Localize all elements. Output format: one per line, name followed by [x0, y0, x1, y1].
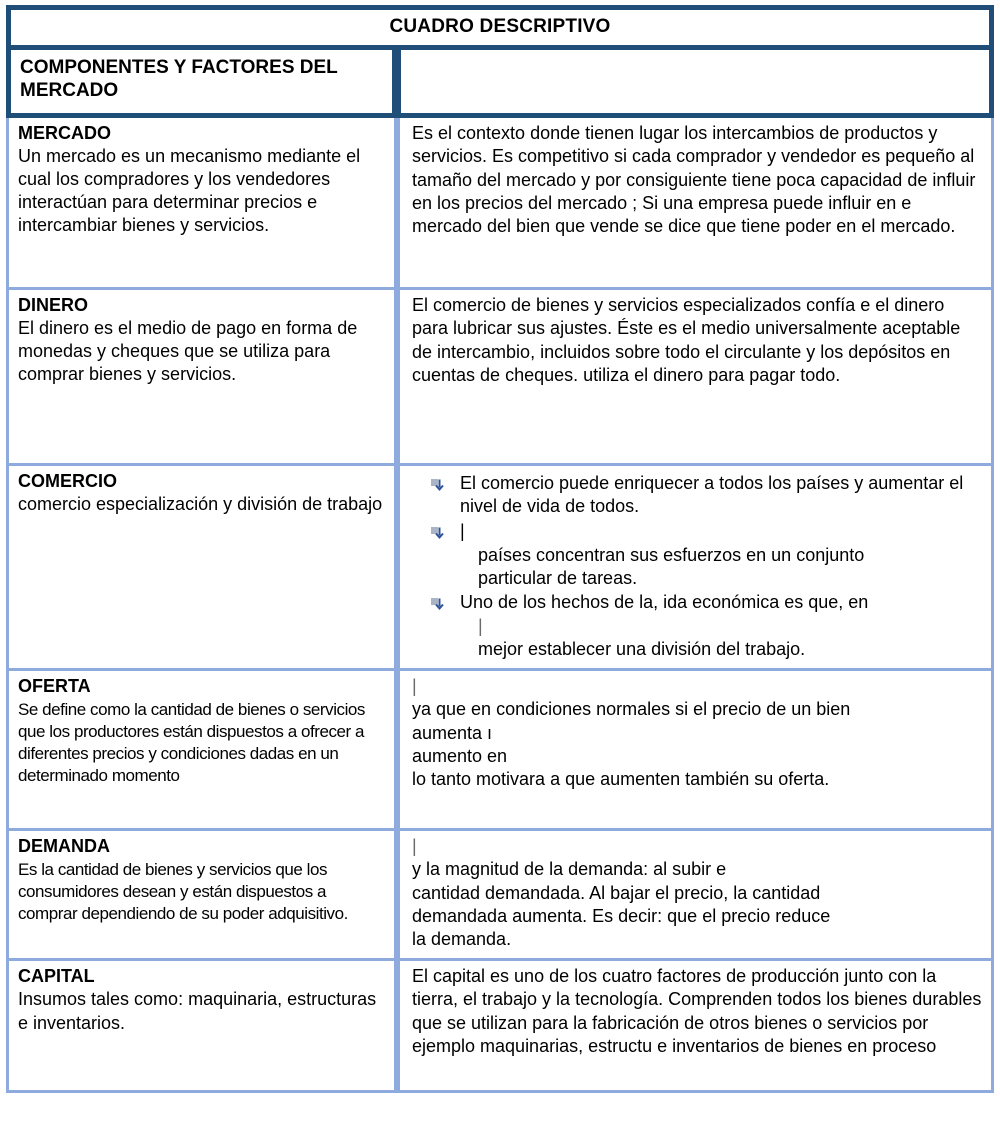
table-row: [6, 466, 994, 671]
description-line: demandada aumenta. Es decir: que el precio reduce: [412, 906, 831, 927]
term-title: COMERCIO: [18, 470, 117, 491]
term-definition: Insumos tales como: maquinaria, estructuras e inventarios.: [18, 989, 377, 1033]
list-item-continuation: mejor establecer una división del trabajo.: [478, 639, 806, 660]
term-definition: Un mercado es un mecanismo mediante el cual los compradores y los vendedores interactúan para determinar precios e intercambiar bienes y servicios.: [18, 146, 361, 236]
description-cell-dinero: [397, 290, 994, 466]
term-title: CAPITAL: [18, 965, 95, 986]
term-cell-oferta: [6, 671, 397, 831]
list-item: [430, 520, 982, 543]
document-title: CUADRO DESCRIPTIVO: [6, 5, 994, 50]
description-line: aumento en: [412, 746, 508, 767]
table-title-row: [6, 5, 994, 50]
description-cell-capital: [397, 961, 994, 1093]
term-title: DINERO: [18, 294, 89, 315]
table-row: [6, 831, 994, 961]
description-cell-comercio: [397, 466, 994, 671]
description-line: cantidad demandada. Al bajar el precio, la cantidad: [412, 882, 821, 903]
term-definition: Se define como la cantidad de bienes o servicios que los productores están dispuestos a ofrecer a diferentes precios y condiciones dadas en un determinado momento: [18, 699, 365, 785]
list-item-text: Uno de los hechos de la, ida económica es que, en: [460, 591, 869, 612]
list-item-continuation: particular de tareas.: [478, 568, 638, 589]
term-cell-capital: [6, 961, 397, 1093]
list-item-text: El comercio puede enriquecer a todos los países y aumentar el nivel de vida de todos.: [460, 472, 964, 517]
list-item-text: |: [460, 520, 465, 541]
description-line: lo tanto motivara a que aumenten también su oferta.: [412, 769, 830, 790]
term-title: OFERTA: [18, 675, 91, 696]
table-header-row: [6, 50, 994, 118]
header-cell-blank: [397, 50, 994, 118]
term-cell-dinero: [6, 290, 397, 466]
term-title: MERCADO: [18, 122, 111, 143]
table-row: [6, 290, 994, 466]
description-line: |: [412, 675, 417, 696]
description-line: |: [412, 835, 417, 856]
term-cell-comercio: [6, 466, 397, 671]
bullet-list: [412, 472, 982, 662]
term-cell-mercado: [6, 118, 397, 290]
table-row: [6, 961, 994, 1093]
term-cell-demanda: [6, 831, 397, 961]
description-line: la demanda.: [412, 929, 512, 950]
description-text: El capital es uno de los cuatro factores de producción junto con la tierra, el trabajo y la tecnología. Comprenden todos los bienes durables que se utilizan para la fabricación de otros bienes o servicios por ejemplo maquinarias, estructu e inventarios de bienes en proceso: [412, 965, 982, 1056]
description-cell-mercado: [397, 118, 994, 290]
list-item: [430, 591, 982, 614]
down-arrow-bullet-icon: [430, 595, 445, 610]
description-line: y la magnitud de la demanda: al subir e: [412, 859, 727, 880]
term-definition: comercio especialización y división de trabajo: [18, 494, 383, 515]
down-arrow-bullet-icon: [430, 524, 445, 539]
list-item: [430, 472, 982, 519]
description-text: Es el contexto donde tienen lugar los intercambios de productos y servicios. Es competitivo si cada comprador y vendedor es pequeño al tamaño del mercado y por consiguiente tiene poca capacidad de influir en los precios del mercado ; Si una empresa puede influir en e mercado del bien que vende se dice que tiene poder en el mercado.: [412, 122, 976, 237]
table-row: [6, 118, 994, 290]
header-cell-components: COMPONENTES Y FACTORES DEL MERCADO: [6, 50, 397, 118]
description-cell-demanda: [397, 831, 994, 961]
term-title: DEMANDA: [18, 835, 110, 856]
term-definition: Es la cantidad de bienes y servicios que los consumidores desean y están dispuestos a comprar dependiendo de su poder adquisitivo.: [18, 859, 348, 923]
table-row: [6, 671, 994, 831]
description-line: ya que en condiciones normales si el precio de un bien: [412, 699, 851, 720]
description-cell-oferta: [397, 671, 994, 831]
description-line: aumenta ı: [412, 722, 493, 743]
descriptive-table: [6, 5, 994, 1093]
list-item-continuation: |: [478, 616, 483, 637]
description-text: El comercio de bienes y servicios especializados confía e el dinero para lubricar sus ajustes. Éste es el medio universalmente aceptable de intercambio, incluidos sobre todo el circulante y los depósitos en cuentas de cheques. utiliza el dinero para pagar todo.: [412, 294, 961, 385]
list-item-continuation: países concentran sus esfuerzos en un conjunto: [478, 544, 865, 565]
term-definition: El dinero es el medio de pago en forma de monedas y cheques que se utiliza para comprar bienes y servicios.: [18, 318, 358, 385]
down-arrow-bullet-icon: [430, 476, 445, 491]
